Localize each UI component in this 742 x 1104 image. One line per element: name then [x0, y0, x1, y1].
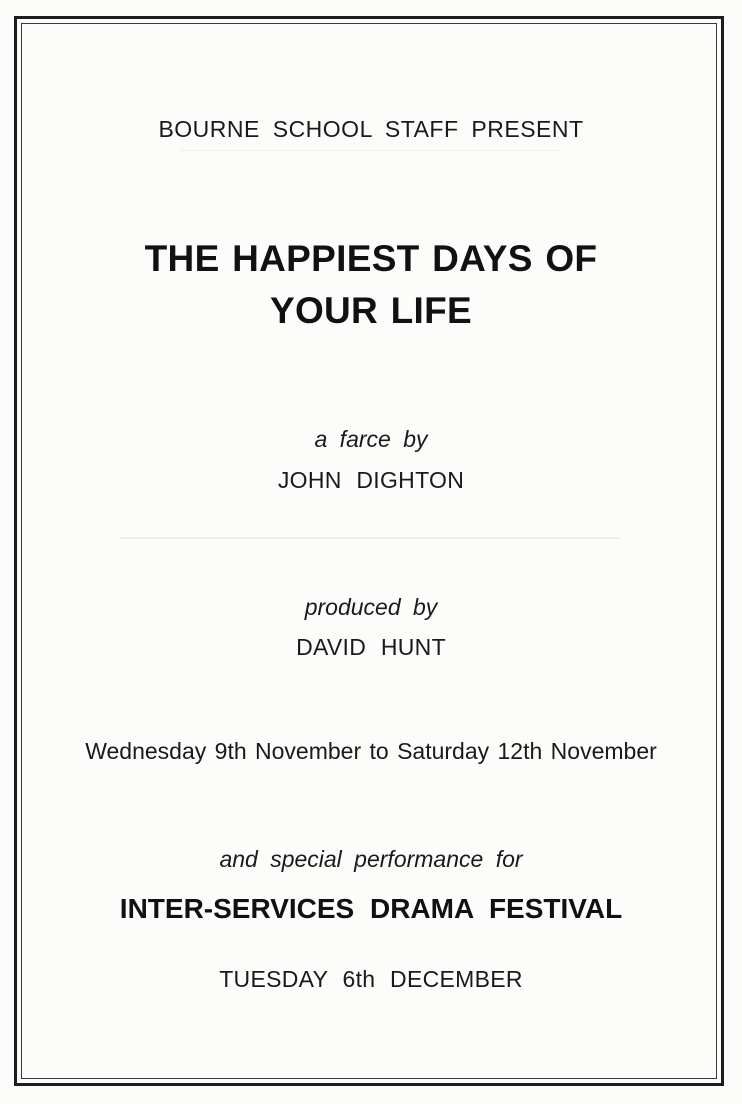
author-name: JOHN DIGHTON — [277, 467, 465, 493]
show-through-line — [120, 537, 620, 539]
farce-by-label: a farce by — [314, 426, 428, 452]
play-title-line-2: YOUR LIFE — [269, 290, 473, 331]
presenter-line: BOURNE SCHOOL STAFF PRESENT — [158, 116, 584, 142]
performance-dates: Wednesday 9th November to Saturday 12th November — [85, 738, 657, 764]
festival-date: TUESDAY 6th DECEMBER — [219, 966, 523, 992]
special-performance-label: and special performance for — [219, 846, 523, 872]
produced-by-label: produced by — [304, 594, 438, 620]
play-title-line-1: THE HAPPIEST DAYS OF — [144, 238, 598, 279]
festival-name: INTER-SERVICES DRAMA FESTIVAL — [119, 893, 623, 924]
producer-name: DAVID HUNT — [296, 634, 446, 660]
show-through-line — [180, 150, 560, 151]
